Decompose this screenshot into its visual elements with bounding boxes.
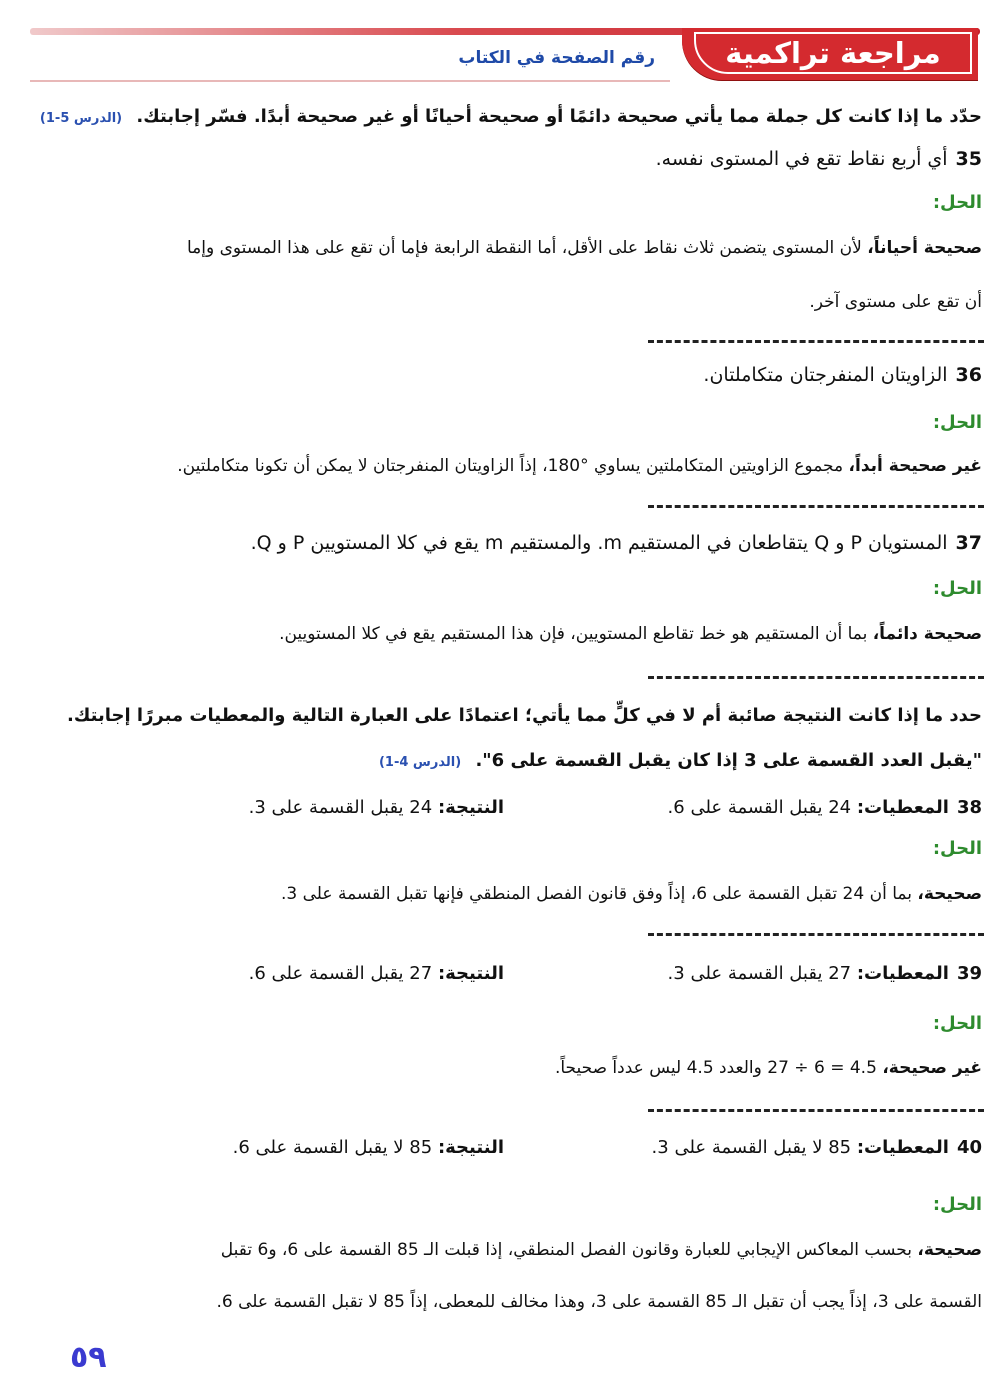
answer-35-line2: أن تقع على مستوى آخر. [809, 292, 982, 312]
result-label: النتيجة: [437, 963, 504, 984]
question-37 [18, 532, 982, 554]
given-label: المعطيات: [856, 963, 949, 984]
answer-text: 4.5 = 6 ÷ 27 والعدد 4.5 ليس عدداً صحيحاً. [554, 1058, 883, 1078]
solution-label: الحل: [932, 1013, 982, 1034]
solution-label: الحل: [932, 192, 982, 213]
given-label: المعطيات: [856, 1137, 949, 1158]
solution-label: الحل: [932, 1194, 982, 1215]
answer-35-line1 [18, 238, 982, 258]
given [668, 963, 982, 984]
header-banner-frame [694, 32, 972, 74]
question-40 [18, 1137, 982, 1167]
solution-label: الحل: [932, 412, 982, 433]
question-text: أي أربع نقاط تقع في المستوى نفسه. [655, 148, 948, 170]
given [668, 797, 982, 818]
question-36 [18, 364, 982, 386]
lesson-reference: (الدرس 5-1) [39, 111, 123, 126]
answer-verdict: صحيحة أحياناً، [867, 238, 982, 258]
question-text: الزاويتان المنفرجتان متكاملتان. [703, 364, 948, 386]
lesson-reference: (الدرس 4-1) [378, 755, 462, 770]
header-subtitle: رقم الصفحة في الكتاب [458, 48, 655, 68]
question-number: 38 [956, 797, 982, 818]
answer-verdict: صحيحة، [917, 1240, 982, 1260]
header-underline [30, 80, 670, 82]
question-number: 39 [956, 963, 982, 984]
question-number: 36 [955, 364, 982, 386]
answer-40-line1 [18, 1240, 982, 1260]
separator [648, 505, 984, 508]
answer-text: بما أن 24 تقبل القسمة على 6، إذاً وفق قانون الفصل المنطقي فإنها تقبل القسمة على 3. [280, 884, 918, 904]
question-text: المستويان P و Q يتقاطعان في المستقيم m. والمستقيم m يقع في كلا المستويين P و Q. [250, 532, 948, 554]
result-text: 85 لا يقبل القسمة على 6. [232, 1137, 438, 1158]
result-text: 24 يقبل القسمة على 3. [248, 797, 438, 818]
result [233, 1137, 504, 1158]
statement-text: "يقبل العدد القسمة على 3 إذا كان يقبل القسمة على 6". [475, 750, 982, 771]
given-text: 27 يقبل القسمة على 3. [667, 963, 857, 984]
given [652, 1137, 982, 1158]
separator [648, 1109, 984, 1112]
question-number: 35 [955, 148, 982, 170]
question-number: 37 [955, 532, 982, 554]
result-label: النتيجة: [437, 1137, 504, 1158]
answer-verdict: صحيحة، [917, 884, 982, 904]
solution-label: الحل: [932, 578, 982, 599]
answer-verdict: صحيحة دائماً، [872, 624, 982, 644]
answer-36 [18, 456, 982, 476]
separator [648, 933, 984, 936]
separator [648, 676, 984, 679]
solution-label: الحل: [932, 838, 982, 859]
section-statement [18, 750, 982, 771]
answer-verdict: غير صحيحة، [882, 1058, 982, 1078]
question-39 [18, 963, 982, 993]
result [249, 963, 504, 984]
result [249, 797, 504, 818]
header-title: مراجعة تراكمية [725, 36, 941, 70]
separator [648, 340, 984, 343]
page-number: ٥٩ [70, 1340, 107, 1375]
answer-text: لأن المستوى يتضمن ثلاث نقاط على الأقل، أما النقطة الرابعة فإما أن تقع على هذا المستوى وإما [186, 238, 868, 258]
given-text: 24 يقبل القسمة على 6. [667, 797, 857, 818]
answer-40-line2: القسمة على 3، إذاً يجب أن تقبل الـ 85 القسمة على 3، وهذا مخالف للمعطى، إذاً 85 لا تقبل القسمة على 6. [216, 1292, 982, 1312]
answer-text: بما أن المستقيم هو خط تقاطع المستويين، فإن هذا المستقيم يقع في كلا المستويين. [279, 624, 873, 644]
header-banner [682, 28, 978, 80]
given-label: المعطيات: [856, 797, 949, 818]
intro-text: حدّد ما إذا كانت كل جملة مما يأتي صحيحة دائمًا أو صحيحة أحيانًا أو غير صحيحة أبدًا. فسّر إجابتك. [136, 106, 982, 127]
question-38 [18, 797, 982, 827]
answer-39 [18, 1058, 982, 1078]
answer-text: مجموع الزاويتين المتكاملتين يساوي °180، إذاً الزاويتان المنفرجتان لا يمكن أن تكونا متكاملتين. [177, 456, 849, 476]
answer-38 [18, 884, 982, 904]
intro-instruction [18, 106, 982, 127]
question-number: 40 [956, 1137, 982, 1158]
given-text: 85 لا يقبل القسمة على 3. [651, 1137, 857, 1158]
answer-text: بحسب المعاكس الإيجابي للعبارة وقانون الفصل المنطقي، إذا قبلت الـ 85 القسمة على 6، و6 تقبل [220, 1240, 918, 1260]
section-instruction: حدد ما إذا كانت النتيجة صائبة أم لا في كلٍّ مما يأتي؛ اعتمادًا على العبارة التالية والمعطيات مبررًا إجابتك. [67, 705, 982, 726]
result-label: النتيجة: [437, 797, 504, 818]
answer-37 [18, 624, 982, 644]
answer-verdict: غير صحيحة أبداً، [848, 456, 982, 476]
result-text: 27 يقبل القسمة على 6. [248, 963, 438, 984]
question-35 [18, 148, 982, 170]
